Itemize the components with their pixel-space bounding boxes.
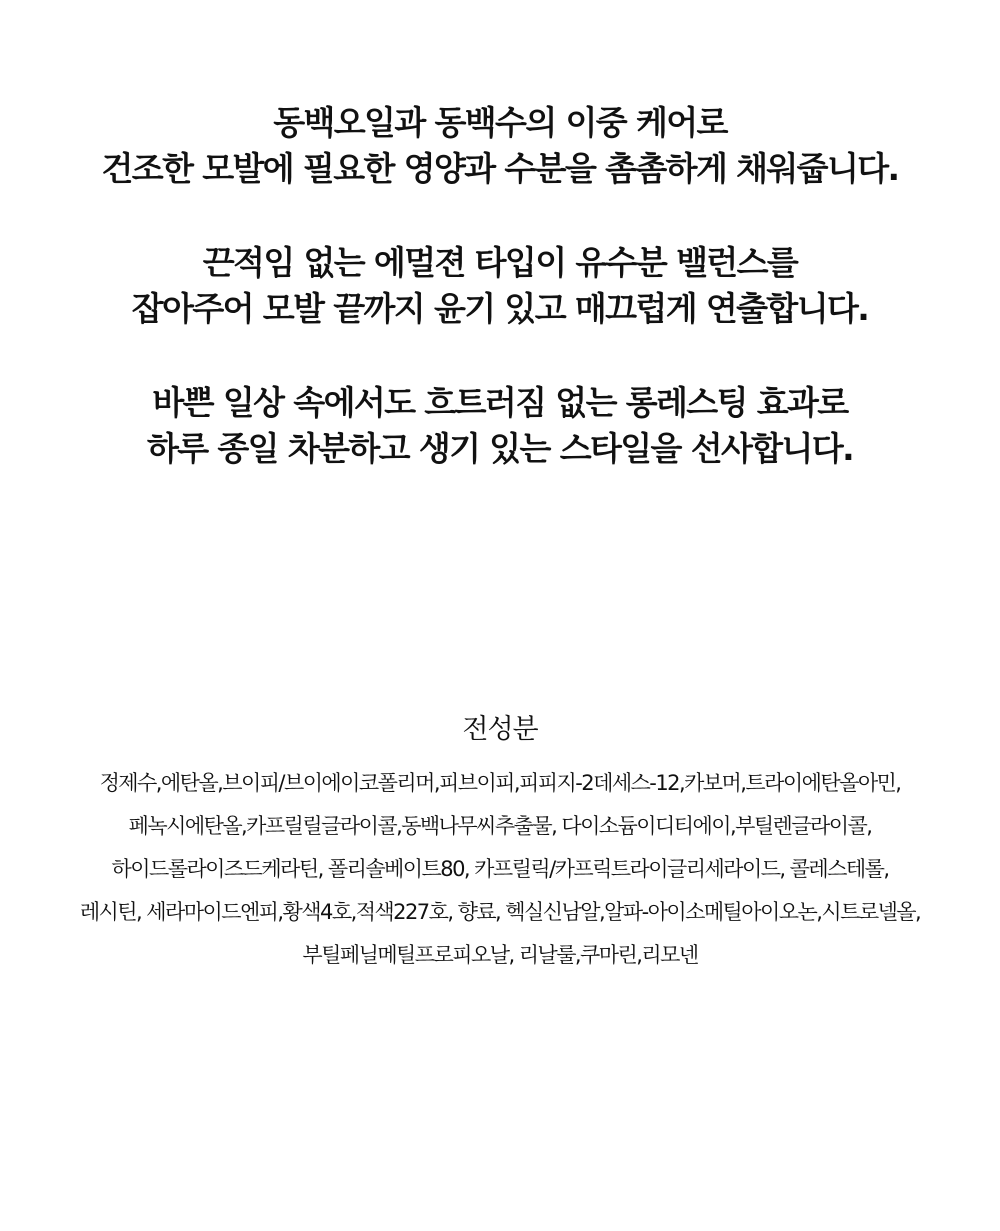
- description-paragraph-3: [0, 380, 1000, 472]
- ingredients-title: 전성분: [462, 714, 538, 745]
- product-description: [0, 100, 1000, 520]
- description-line: 바쁜 일상 속에서도 흐트러짐 없는 롱레스팅 효과로: [152, 383, 848, 422]
- description-line: 잡아주어 모발 끝까지 윤기 있고 매끄럽게 연출합니다.: [131, 289, 869, 328]
- description-line: 하루 종일 차분하고 생기 있는 스타일을 선사합니다.: [146, 429, 854, 468]
- description-line: 끈적임 없는 에멀젼 타입이 유수분 밸런스를: [202, 243, 798, 282]
- description-line: 동백오일과 동백수의 이중 케어로: [273, 103, 727, 142]
- description-paragraph-1: [0, 100, 1000, 192]
- ingredients-line: 레시틴, 세라마이드엔피,황색4호,적색227호, 향료, 헥실신남알,알파-아이소메틸아이오논,시트로넬올,: [79, 900, 921, 924]
- description-line: 건조한 모발에 필요한 영양과 수분을 촘촘하게 채워줍니다.: [101, 149, 899, 188]
- ingredients-line: 페녹시에탄올,카프릴릴글라이콜,동백나무씨추출물, 다이소듐이디티에이,부틸렌글라이콜,: [128, 814, 872, 838]
- ingredients-line: 하이드롤라이즈드케라틴, 폴리솔베이트80, 카프릴릭/카프릭트라이글리세라이드, 콜레스테롤,: [111, 857, 889, 881]
- ingredients-line: 부틸페닐메틸프로피오날, 리날룰,쿠마린,리모넨: [302, 943, 698, 967]
- description-paragraph-2: [0, 240, 1000, 332]
- ingredients-section: [0, 710, 1000, 977]
- ingredients-line: 정제수,에탄올,브이피/브이에이코폴리머,피브이피,피피지-2데세스-12,카보머,트라이에탄올아민,: [99, 771, 901, 795]
